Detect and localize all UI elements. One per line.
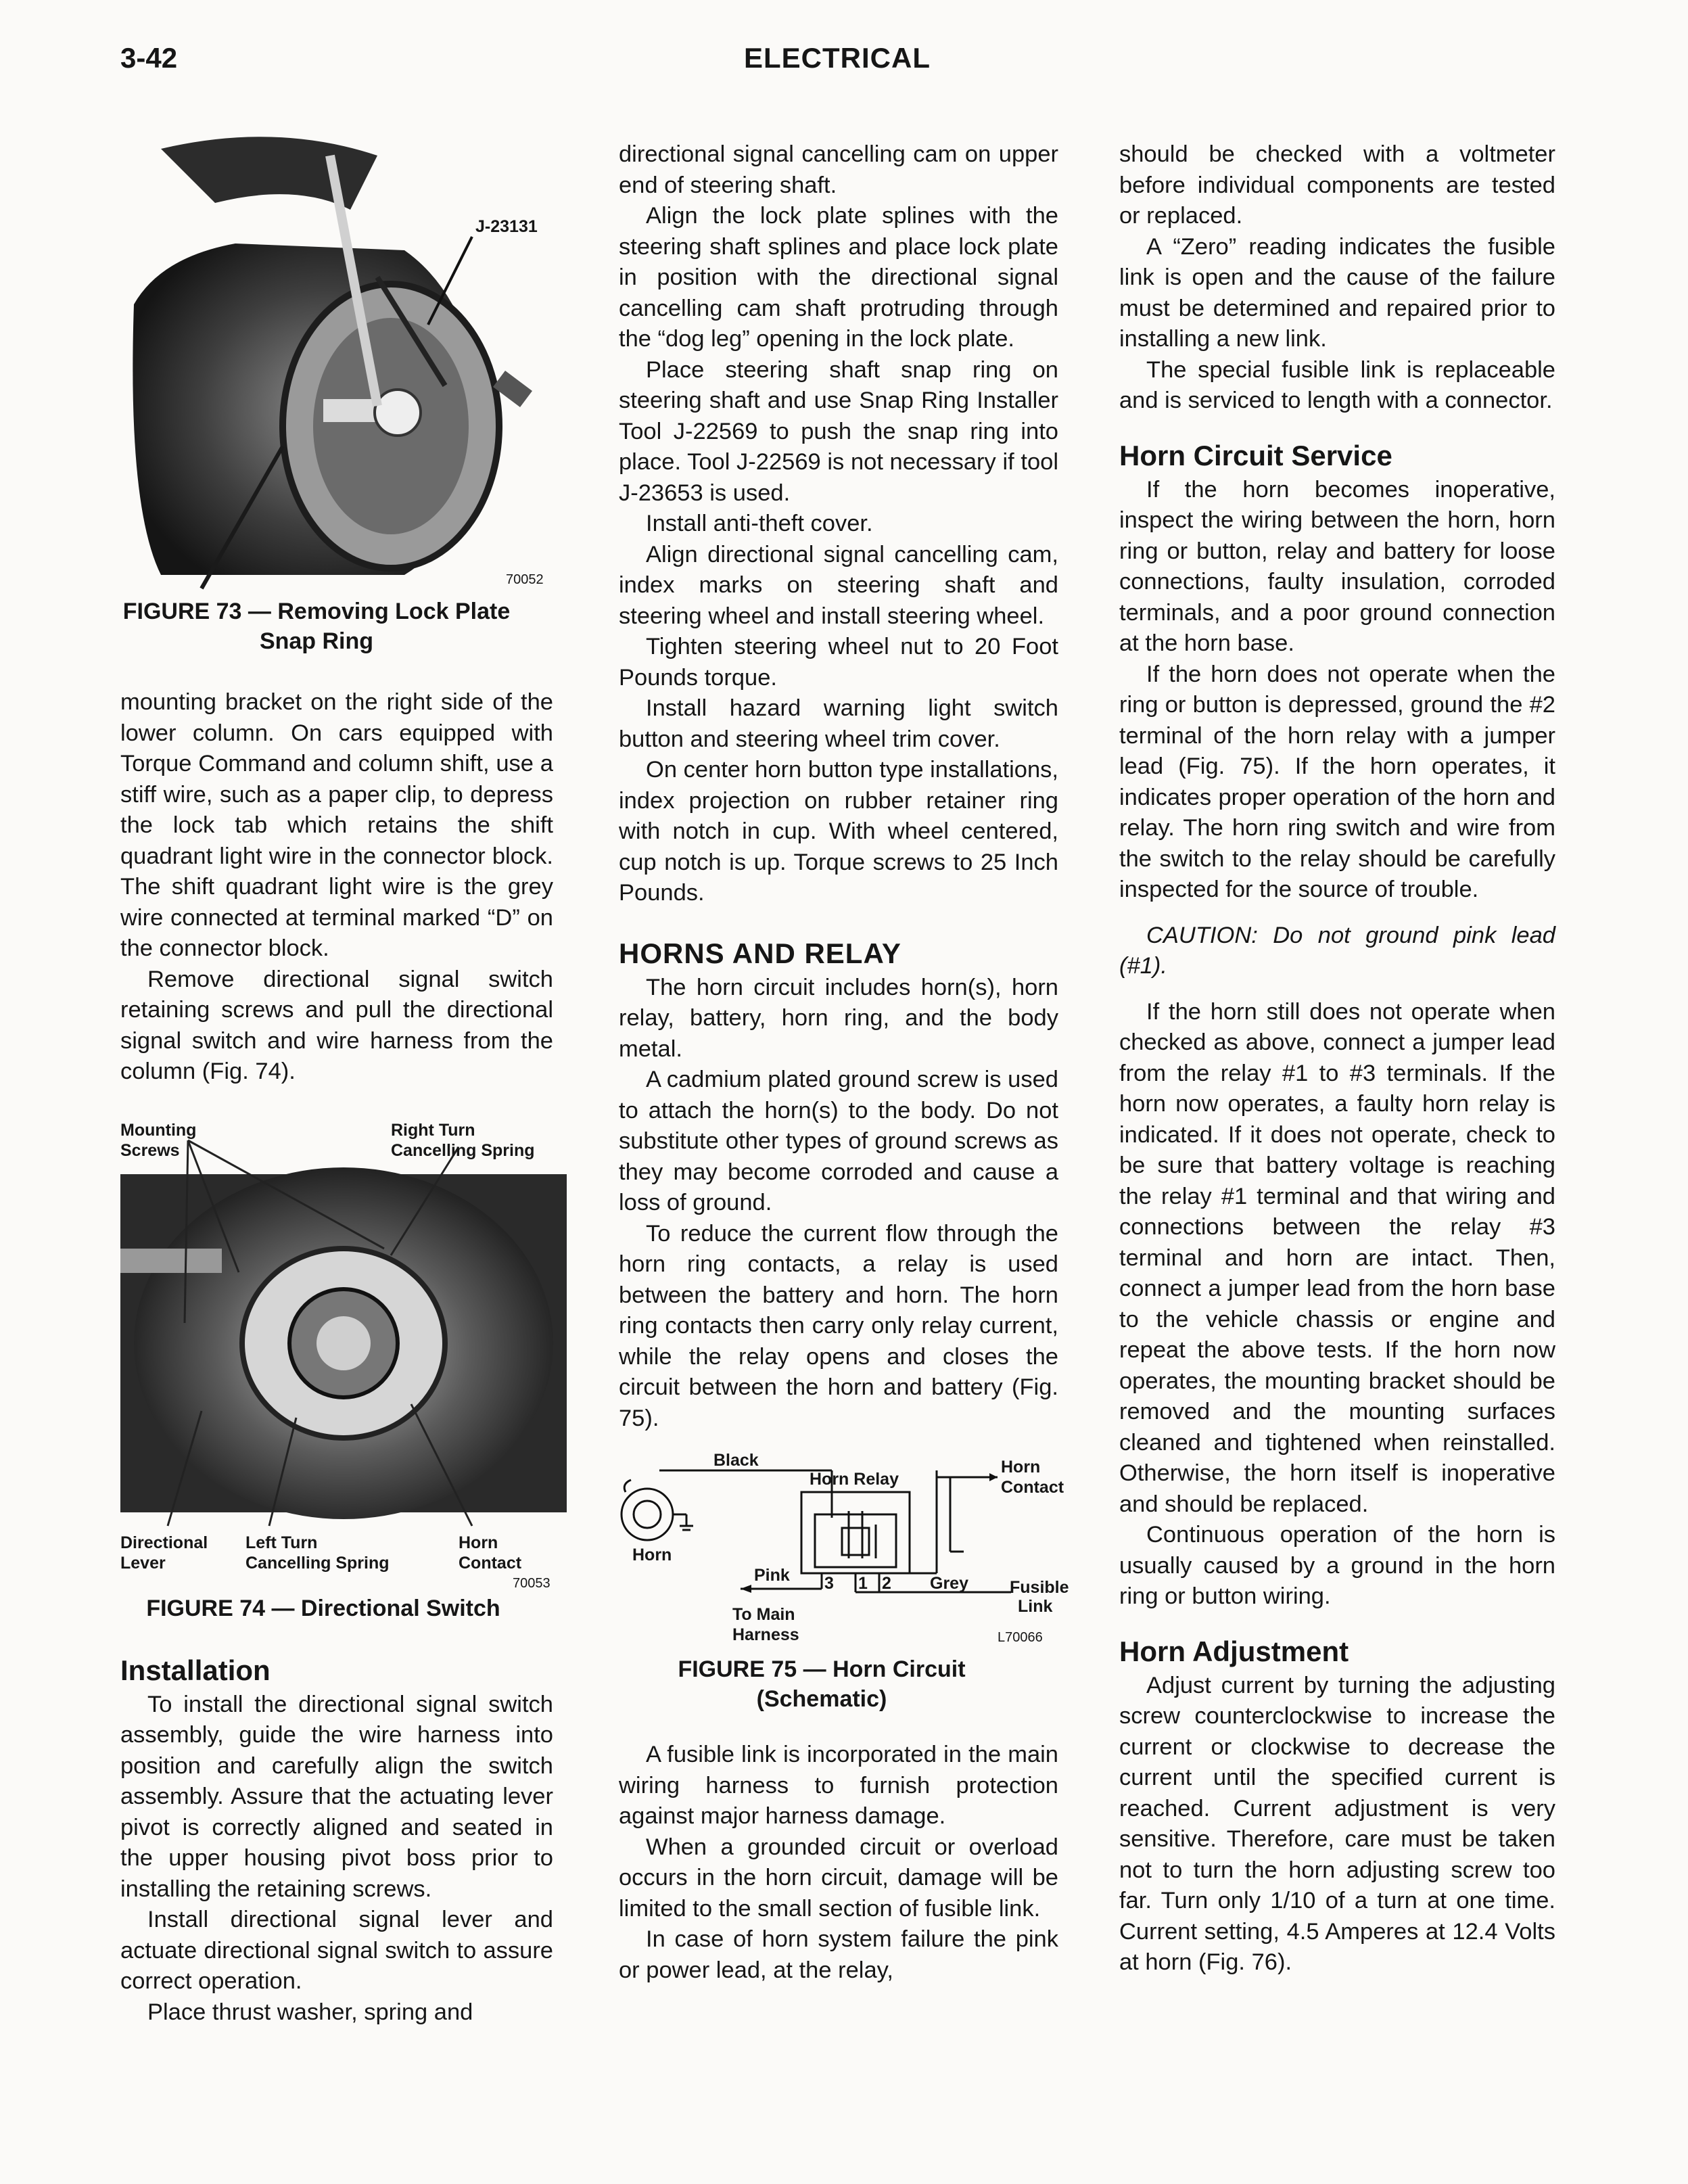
paragraph: should be checked with a voltmeter before individual components are tested or replaced. [1119, 141, 1555, 229]
figure-74-caption: FIGURE 74 — Directional Switch [146, 1595, 500, 1621]
installation-heading: Installation [120, 1654, 271, 1686]
figure-73 [120, 129, 553, 595]
figure-74 [120, 1120, 567, 1594]
label-horn: Horn [632, 1546, 672, 1564]
label-black: Black [713, 1451, 759, 1470]
label-contact: Contact [459, 1553, 522, 1573]
paragraph: Install hazard warning light switch button and steering wheel trim cover. [619, 695, 1058, 752]
label-fusible: Fusible [1010, 1578, 1069, 1597]
paragraph: mounting bracket on the right side of the lower column. On cars equipped with Torque Command and column shift, use a stiff wire, such as a paper clip, to depress the lock tab which retains the shift quadrant light wire in the connector block. The shift quadrant light wire is the grey wire connected at terminal marked “D” on the connector block. [120, 689, 553, 961]
horn-circuit-service-heading: Horn Circuit Service [1119, 439, 1392, 471]
label-directional: Directional [120, 1533, 208, 1552]
paragraph: Align the lock plate splines with the steering shaft splines and place lock plate in position with the directional signal cancelling cam shaft protruding through the “dog leg” opening in the lock plate. [619, 203, 1058, 352]
paragraph: In case of horn system failure the pink or power lead, at the relay, [619, 1926, 1058, 1983]
label-lever: Lever [120, 1553, 166, 1573]
directional-switch-photo [120, 1120, 567, 1594]
paragraph: If the horn does not operate when the ring or button is depressed, ground the #2 terminal of the horn relay with a jumper lead (Fig. 75). If the horn operates, it indicates proper operation of the horn and relay. The horn ring switch and wire from the switch to the relay should be carefully inspected for the source of trouble. [1119, 661, 1555, 902]
label-screws: Screws [120, 1140, 180, 1160]
page-number: 3-42 [120, 42, 178, 74]
label-horn-contact-1: Horn [1001, 1458, 1041, 1477]
paragraph: Adjust current by turning the adjusting screw counterclockwise to increase the current or clockwise to decrease the current until the specified current is reached. Current adjustment is very sensitive. Therefore, care must be taken not to turn the horn adjusting screw too far. Turn only 1/10 of a turn at one time. Current setting, 4.5 Amperes at 12.4 Volts at horn (Fig. 76). [1119, 1672, 1555, 1975]
label-pink: Pink [754, 1566, 790, 1585]
label-link: Link [1018, 1597, 1053, 1616]
paragraph: A “Zero” reading indicates the fusible link is open and the cause of the failure must be determined and repaired prior to installing a new link. [1119, 233, 1555, 352]
paragraph: To reduce the current flow through the horn ring contacts, a relay is used between the battery and horn. The horn ring contacts then carry only relay current, while the relay opens and closes the circuit between the horn and battery (Fig. 75). [619, 1220, 1058, 1431]
horns-and-relay-heading: HORNS AND RELAY [619, 937, 901, 969]
paragraph: To install the directional signal switch assembly, guide the wire harness into position and carefully align the switch assembly. Assure that the actuating lever pivot is correctly aligned and seated in the upper housing pivot boss prior to installing the retaining screws. [120, 1691, 553, 1902]
label-left-turn: Left Turn [245, 1533, 318, 1552]
paragraph: If the horn still does not operate when checked as above, connect a jumper lead from the relay #1 to #3 terminals. If the horn now operates, a faulty horn relay is indicated. If it does not operate, check to be sure that battery voltage is reaching the relay #1 terminal and that wiring and connections between the relay #3 terminal and horn are intact. Then, connect a jumper lead from the horn base to the vehicle chassis or engine and repeat the above tests. If the horn now operates, the mounting bracket should be removed and the mounting surfaces cleaned and tightened when reinstalled. Otherwise, the horn itself is inoperative and should be replaced. [1119, 998, 1555, 1517]
paragraph: A fusible link is incorporated in the main wiring harness to furnish protection against major harness damage. [619, 1742, 1058, 1829]
paragraph: Install directional signal lever and actuate directional signal switch to assure correct operation. [120, 1907, 553, 1994]
paragraph: On center horn button type installations, index projection on rubber retainer ring with notch in cup. With wheel centered, cup notch is up. Torque screws to 25 Inch Pounds. [619, 757, 1058, 906]
paragraph: If the horn becomes inoperative, inspect the wiring between the horn, horn ring or button, relay and battery for loose connections, faulty insulation, corroded terminals, and a poor ground connection at the horn base. [1119, 476, 1555, 656]
label-horn-relay: Horn Relay [810, 1470, 899, 1489]
figure-75-caption: FIGURE 75 — Horn Circuit (Schematic) [678, 1656, 966, 1712]
label-cancelling-spring-2: Cancelling Spring [245, 1553, 390, 1573]
label-horn-contact-2: Contact [1001, 1478, 1064, 1497]
column-1 [120, 129, 553, 2028]
paragraph: Install anti-theft cover. [646, 511, 873, 536]
label-terminal-2: 2 [882, 1574, 891, 1593]
figure-code: L70066 [998, 1630, 1043, 1645]
figure-code: 70053 [513, 1575, 550, 1591]
label-terminal-3: 3 [824, 1574, 834, 1593]
paragraph: When a grounded circuit or overload occurs in the horn circuit, damage will be limited to the small section of fusible link. [619, 1834, 1058, 1922]
caution-note: CAUTION: Do not ground pink lead (#1). [1119, 922, 1555, 979]
label-right-turn: Right Turn [391, 1120, 475, 1140]
label-cancelling-spring: Cancelling Spring [391, 1140, 535, 1160]
paragraph: A cadmium plated ground screw is used to attach the horn(s) to the body. Do not substitute other types of ground screws as they may become corroded and cause a loss of ground. [619, 1067, 1058, 1215]
paragraph: Tighten steering wheel nut to 20 Foot Pounds torque. [619, 634, 1058, 691]
paragraph: Place thrust washer, spring and [147, 1999, 473, 2025]
label-horn: Horn [459, 1533, 498, 1552]
column-2 [619, 139, 1069, 1986]
paragraph: The horn circuit includes horn(s), horn relay, battery, horn ring, and the body metal. [619, 974, 1058, 1062]
label-terminal-1: 1 [858, 1574, 868, 1593]
figure-code: 70052 [506, 572, 544, 587]
paragraph: Align directional signal cancelling cam, index marks on steering shaft and steering wheel and install steering wheel. [619, 541, 1058, 629]
label-to-main: To Main [732, 1605, 795, 1624]
paragraph: Remove directional signal switch retaining screws and pull the directional signal switch and wire harness from the column (Fig. 74). [120, 966, 553, 1084]
section-title: ELECTRICAL [744, 42, 931, 74]
horn-adjustment-heading: Horn Adjustment [1119, 1635, 1349, 1667]
figure-73-caption: FIGURE 73 — Removing Lock Plate Snap Ring [122, 599, 511, 654]
column-3 [1119, 139, 1555, 1978]
paragraph: The special fusible link is replaceable and is serviced to length with a connector. [1119, 356, 1555, 413]
figure-75 [619, 1450, 1069, 1653]
paragraph: directional signal cancelling cam on upper end of steering shaft. [619, 141, 1058, 198]
label-mounting: Mounting [120, 1120, 197, 1140]
lock-plate-photo [120, 129, 553, 595]
label-grey: Grey [930, 1574, 968, 1593]
tool-label: J-23131 [475, 217, 538, 236]
paragraph: Continuous operation of the horn is usually caused by a ground in the horn ring or button wiring. [1119, 1522, 1555, 1609]
label-harness: Harness [732, 1625, 799, 1644]
paragraph: Place steering shaft snap ring on steering shaft and use Snap Ring Installer Tool J-22569 to push the snap ring into place. Tool J-22569 is not necessary if tool J-23653 is used. [619, 356, 1058, 506]
